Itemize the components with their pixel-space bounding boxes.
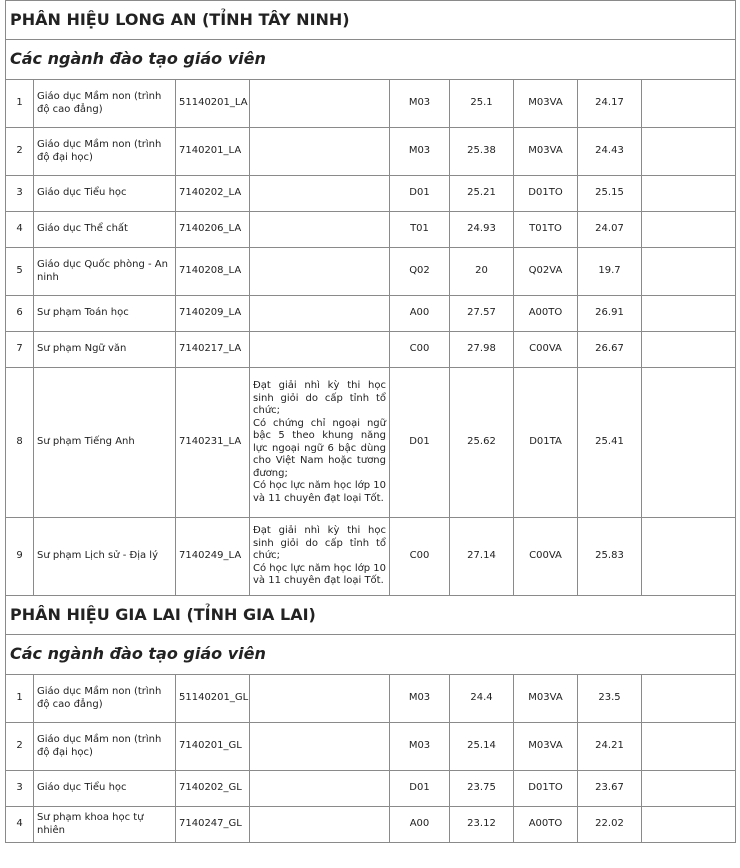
admission-note <box>250 807 390 843</box>
admission-note <box>250 128 390 176</box>
score-1: 25.21 <box>450 176 514 212</box>
subject-combo-2: A00TO <box>514 807 578 843</box>
major-code: 7140201_LA <box>176 128 250 176</box>
major-code: 7140208_LA <box>176 248 250 296</box>
row-number: 6 <box>6 296 34 332</box>
score-1: 24.93 <box>450 212 514 248</box>
major-code: 51140201_LA <box>176 80 250 128</box>
score-2: 23.67 <box>578 771 642 807</box>
subject-combo-1: T01 <box>390 212 450 248</box>
subject-combo-2: C00VA <box>514 332 578 368</box>
row-number: 1 <box>6 675 34 723</box>
score-1: 27.98 <box>450 332 514 368</box>
score-1: 23.12 <box>450 807 514 843</box>
empty-cell <box>642 128 736 176</box>
score-1: 27.57 <box>450 296 514 332</box>
empty-cell <box>642 723 736 771</box>
admission-note <box>250 771 390 807</box>
empty-cell <box>642 176 736 212</box>
section-subtitle-row <box>6 40 736 80</box>
major-name: Giáo dục Tiểu học <box>34 176 176 212</box>
admission-note <box>250 80 390 128</box>
subject-combo-2: D01TO <box>514 176 578 212</box>
section-title: PHÂN HIỆU GIA LAI (TỈNH GIA LAI) <box>6 596 736 635</box>
subject-combo-1: Q02 <box>390 248 450 296</box>
subject-combo-1: D01 <box>390 368 450 518</box>
subject-combo-1: C00 <box>390 518 450 596</box>
admission-note <box>250 248 390 296</box>
subject-combo-1: M03 <box>390 675 450 723</box>
empty-cell <box>642 296 736 332</box>
major-name: Giáo dục Mầm non (trình độ đại học) <box>34 723 176 771</box>
major-name: Sư phạm Toán học <box>34 296 176 332</box>
major-code: 7140202_GL <box>176 771 250 807</box>
major-code: 7140231_LA <box>176 368 250 518</box>
table-row <box>6 807 736 843</box>
section-subtitle: Các ngành đào tạo giáo viên <box>6 635 736 675</box>
subject-combo-2: M03VA <box>514 675 578 723</box>
major-code: 7140201_GL <box>176 723 250 771</box>
major-name: Giáo dục Mầm non (trình độ cao đẳng) <box>34 675 176 723</box>
score-1: 25.14 <box>450 723 514 771</box>
subject-combo-1: M03 <box>390 723 450 771</box>
empty-cell <box>642 212 736 248</box>
table-row <box>6 80 736 128</box>
score-1: 25.62 <box>450 368 514 518</box>
table-row <box>6 248 736 296</box>
table-row <box>6 368 736 518</box>
subject-combo-2: M03VA <box>514 723 578 771</box>
row-number: 1 <box>6 80 34 128</box>
admission-note: Đạt giải nhì kỳ thi học sinh giỏi do cấp tỉnh tổ chức; Có học lực năm học lớp 10 và 11 chuyên đạt loại Tốt. <box>250 518 390 596</box>
score-1: 25.38 <box>450 128 514 176</box>
admission-note <box>250 675 390 723</box>
row-number: 8 <box>6 368 34 518</box>
row-number: 4 <box>6 212 34 248</box>
score-1: 24.4 <box>450 675 514 723</box>
table-row <box>6 771 736 807</box>
subject-combo-2: M03VA <box>514 128 578 176</box>
score-2: 24.21 <box>578 723 642 771</box>
row-number: 9 <box>6 518 34 596</box>
subject-combo-2: T01TO <box>514 212 578 248</box>
subject-combo-2: C00VA <box>514 518 578 596</box>
major-name: Giáo dục Mầm non (trình độ cao đẳng) <box>34 80 176 128</box>
score-2: 23.5 <box>578 675 642 723</box>
subject-combo-1: M03 <box>390 128 450 176</box>
admission-note: Đạt giải nhì kỳ thi học sinh giỏi do cấp tỉnh tổ chức; Có chứng chỉ ngoại ngữ bậc 5 theo khung năng lực ngoại ngữ 6 bậc dùng cho Việt Nam hoặc tương đương; Có học lực năm học lớp 10 và 11 chuyên đạt loại Tốt. <box>250 368 390 518</box>
score-1: 27.14 <box>450 518 514 596</box>
score-1: 25.1 <box>450 80 514 128</box>
score-2: 25.15 <box>578 176 642 212</box>
row-number: 5 <box>6 248 34 296</box>
major-code: 7140247_GL <box>176 807 250 843</box>
score-2: 24.43 <box>578 128 642 176</box>
section-title-row <box>6 1 736 40</box>
score-2: 24.07 <box>578 212 642 248</box>
subject-combo-2: A00TO <box>514 296 578 332</box>
table-row <box>6 723 736 771</box>
major-name: Sư phạm Lịch sử - Địa lý <box>34 518 176 596</box>
section-subtitle-row <box>6 635 736 675</box>
major-name: Giáo dục Quốc phòng - An ninh <box>34 248 176 296</box>
score-2: 26.91 <box>578 296 642 332</box>
empty-cell <box>642 80 736 128</box>
table-row <box>6 296 736 332</box>
subject-combo-1: M03 <box>390 80 450 128</box>
row-number: 7 <box>6 332 34 368</box>
score-1: 20 <box>450 248 514 296</box>
row-number: 2 <box>6 128 34 176</box>
empty-cell <box>642 368 736 518</box>
empty-cell <box>642 518 736 596</box>
subject-combo-2: D01TO <box>514 771 578 807</box>
subject-combo-2: Q02VA <box>514 248 578 296</box>
admission-note <box>250 176 390 212</box>
table-row <box>6 212 736 248</box>
subject-combo-2: D01TA <box>514 368 578 518</box>
table-row <box>6 332 736 368</box>
major-name: Giáo dục Mầm non (trình độ đại học) <box>34 128 176 176</box>
score-1: 23.75 <box>450 771 514 807</box>
empty-cell <box>642 248 736 296</box>
major-code: 51140201_GL <box>176 675 250 723</box>
table-row <box>6 176 736 212</box>
row-number: 3 <box>6 176 34 212</box>
section-title: PHÂN HIỆU LONG AN (TỈNH TÂY NINH) <box>6 1 736 40</box>
major-code: 7140217_LA <box>176 332 250 368</box>
score-2: 25.83 <box>578 518 642 596</box>
major-code: 7140206_LA <box>176 212 250 248</box>
admission-note <box>250 212 390 248</box>
section-title-row <box>6 596 736 635</box>
table-row <box>6 675 736 723</box>
score-2: 19.7 <box>578 248 642 296</box>
admission-table <box>5 0 736 843</box>
subject-combo-1: A00 <box>390 296 450 332</box>
major-name: Sư phạm Ngữ văn <box>34 332 176 368</box>
score-2: 26.67 <box>578 332 642 368</box>
subject-combo-1: A00 <box>390 807 450 843</box>
score-2: 25.41 <box>578 368 642 518</box>
admission-note <box>250 296 390 332</box>
major-name: Sư phạm Tiếng Anh <box>34 368 176 518</box>
score-2: 24.17 <box>578 80 642 128</box>
empty-cell <box>642 332 736 368</box>
major-code: 7140249_LA <box>176 518 250 596</box>
admission-note <box>250 332 390 368</box>
empty-cell <box>642 771 736 807</box>
subject-combo-1: D01 <box>390 771 450 807</box>
major-name: Sư phạm khoa học tự nhiên <box>34 807 176 843</box>
table-row <box>6 518 736 596</box>
section-subtitle: Các ngành đào tạo giáo viên <box>6 40 736 80</box>
major-name: Giáo dục Thể chất <box>34 212 176 248</box>
score-2: 22.02 <box>578 807 642 843</box>
admission-note <box>250 723 390 771</box>
empty-cell <box>642 675 736 723</box>
subject-combo-2: M03VA <box>514 80 578 128</box>
major-code: 7140202_LA <box>176 176 250 212</box>
subject-combo-1: C00 <box>390 332 450 368</box>
table-row <box>6 128 736 176</box>
major-code: 7140209_LA <box>176 296 250 332</box>
major-name: Giáo dục Tiểu học <box>34 771 176 807</box>
empty-cell <box>642 807 736 843</box>
row-number: 2 <box>6 723 34 771</box>
row-number: 3 <box>6 771 34 807</box>
row-number: 4 <box>6 807 34 843</box>
subject-combo-1: D01 <box>390 176 450 212</box>
